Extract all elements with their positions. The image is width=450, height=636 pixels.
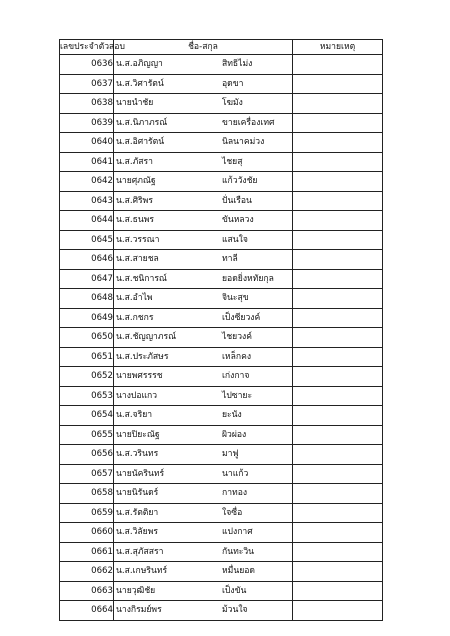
last-name: ไปซายะ: [222, 390, 253, 401]
last-name: กันทะวิน: [222, 546, 255, 557]
first-name: น.ส.อิศารัตน์: [116, 137, 165, 147]
last-name: ขายเครื่องเทศ: [222, 117, 275, 128]
exam-number-cell: 0646: [60, 250, 114, 270]
table-row: [60, 581, 383, 601]
full-name-cell: [114, 445, 293, 465]
full-name-cell: [114, 601, 293, 621]
first-name: น.ส.กชกร: [116, 312, 154, 323]
last-name: กาทอง: [222, 488, 248, 498]
exam-number-cell: 0654: [60, 406, 114, 426]
table-row: [60, 562, 383, 582]
first-name: นายนิรันดร์: [116, 488, 159, 498]
remarks-cell: [293, 172, 383, 192]
last-name: ผิวผ่อง: [222, 429, 247, 440]
exam-number-cell: 0653: [60, 386, 114, 406]
last-name: จินะสุข: [222, 293, 249, 303]
table-row: [60, 367, 383, 387]
last-name: หมื่นยอด: [222, 566, 255, 576]
exam-number-cell: 0647: [60, 269, 114, 289]
first-name: นายนัครินทร์: [116, 468, 165, 479]
first-name: น.ส.นิภาภรณ์: [116, 117, 168, 128]
first-name: น.ส.ภัสรา: [116, 156, 153, 167]
full-name-cell: [114, 542, 293, 562]
remarks-cell: [293, 94, 383, 114]
full-name-cell: [114, 347, 293, 367]
remarks-cell: [293, 406, 383, 426]
first-name: นายศุภณัฐ: [116, 176, 156, 186]
last-name: แสนใจ: [222, 234, 248, 245]
first-name: น.ส.สายชล: [116, 254, 159, 264]
remarks-cell: [293, 581, 383, 601]
first-name: นางกิรมย์พร: [116, 605, 162, 615]
first-name: น.ส.ธนพร: [116, 215, 154, 225]
first-name: น.ส.ศิริพร: [116, 195, 153, 206]
last-name: ยอดยิ่งหทัยกุล: [222, 273, 274, 284]
table-row: [60, 308, 383, 328]
full-name-cell: [114, 250, 293, 270]
first-name: นายปิยะณัฐ: [116, 429, 160, 440]
table-row: [60, 152, 383, 172]
table-row: [60, 406, 383, 426]
exam-number-cell: 0655: [60, 425, 114, 445]
last-name: เป็งซียวงค์: [222, 312, 261, 323]
first-name: น.ส.วรรณา: [116, 234, 160, 245]
full-name-cell: [114, 523, 293, 543]
remarks-cell: [293, 289, 383, 309]
full-name-cell: [114, 172, 293, 192]
table-row: [60, 464, 383, 484]
remarks-cell: [293, 152, 383, 172]
first-name: น.ส.อำไพ: [116, 293, 153, 303]
exam-number-cell: 0641: [60, 152, 114, 172]
last-name: ยะนัง: [222, 410, 242, 420]
remarks-cell: [293, 250, 383, 270]
exam-number-cell: 0642: [60, 172, 114, 192]
first-name: น.ส.ประภัสษร: [116, 351, 169, 362]
last-name: ใจซื่อ: [222, 507, 243, 518]
first-name: นายพศรรรช: [116, 371, 163, 381]
remarks-cell: [293, 113, 383, 133]
exam-number-cell: 0644: [60, 211, 114, 231]
exam-candidate-table: [59, 39, 383, 621]
remarks-cell: [293, 503, 383, 523]
full-name-cell: [114, 367, 293, 387]
last-name: อุดขา: [222, 78, 244, 89]
exam-number-cell: 0664: [60, 601, 114, 621]
header-full-name: ชื่อ-สกุล: [114, 40, 293, 55]
exam-number-cell: 0652: [60, 367, 114, 387]
table-row: [60, 113, 383, 133]
exam-number-cell: 0656: [60, 445, 114, 465]
first-name: น.ส.วรินทร: [116, 449, 159, 459]
remarks-cell: [293, 328, 383, 348]
last-name: โฆมัง: [222, 98, 243, 108]
last-name: เก่งกาจ: [222, 371, 250, 381]
full-name-cell: [114, 503, 293, 523]
first-name: น.ส.อภิญญา: [116, 59, 163, 69]
last-name: ขันหลวง: [222, 215, 254, 225]
full-name-cell: [114, 308, 293, 328]
full-name-cell: [114, 133, 293, 153]
last-name: ไชยสุ: [222, 156, 243, 167]
table-body: [60, 55, 383, 621]
first-name: นางปอแกว: [116, 390, 158, 401]
remarks-cell: [293, 269, 383, 289]
remarks-cell: [293, 601, 383, 621]
remarks-cell: [293, 191, 383, 211]
header-exam-number: เลขประจำตัวสอบ: [60, 40, 114, 55]
table-row: [60, 250, 383, 270]
full-name-cell: [114, 55, 293, 75]
remarks-cell: [293, 464, 383, 484]
full-name-cell: [114, 328, 293, 348]
table-row: [60, 601, 383, 621]
first-name: น.ส.ชัญญาภรณ์: [116, 332, 177, 342]
table-row: [60, 191, 383, 211]
full-name-cell: [114, 289, 293, 309]
full-name-cell: [114, 269, 293, 289]
last-name: ม้วนใจ: [222, 605, 248, 615]
last-name: นิลนาคม่วง: [222, 137, 265, 147]
full-name-cell: [114, 230, 293, 250]
first-name: น.ส.เกษรินทร์: [116, 566, 168, 576]
remarks-cell: [293, 386, 383, 406]
table-row: [60, 503, 383, 523]
full-name-cell: [114, 94, 293, 114]
first-name: น.ส.รัตติยา: [116, 507, 159, 518]
table-row: [60, 55, 383, 75]
full-name-cell: [114, 425, 293, 445]
first-name: น.ส.วิศารัตน์: [116, 78, 164, 89]
remarks-cell: [293, 484, 383, 504]
full-name-cell: [114, 581, 293, 601]
remarks-cell: [293, 523, 383, 543]
table-header-row: [60, 40, 383, 55]
remarks-cell: [293, 74, 383, 94]
remarks-cell: [293, 542, 383, 562]
last-name: เป็งขัน: [222, 585, 247, 596]
table-row: [60, 425, 383, 445]
exam-number-cell: 0651: [60, 347, 114, 367]
first-name: น.ส.ชนิการณ์: [116, 273, 167, 284]
full-name-cell: [114, 386, 293, 406]
exam-number-cell: 0636: [60, 55, 114, 75]
full-name-cell: [114, 406, 293, 426]
full-name-cell: [114, 464, 293, 484]
remarks-cell: [293, 230, 383, 250]
table-row: [60, 74, 383, 94]
exam-number-cell: 0648: [60, 289, 114, 309]
exam-number-cell: 0645: [60, 230, 114, 250]
header-remarks: หมายเหตุ: [293, 40, 383, 55]
table-row: [60, 328, 383, 348]
last-name: แก้ววังชัย: [222, 176, 258, 186]
table-row: [60, 269, 383, 289]
exam-number-cell: 0639: [60, 113, 114, 133]
full-name-cell: [114, 484, 293, 504]
table-row: [60, 523, 383, 543]
first-name: นายวุฒิชัย: [116, 585, 156, 596]
table-row: [60, 94, 383, 114]
full-name-cell: [114, 562, 293, 582]
table-row: [60, 484, 383, 504]
last-name: แปงกาศ: [222, 527, 253, 537]
remarks-cell: [293, 308, 383, 328]
exam-number-cell: 0643: [60, 191, 114, 211]
full-name-cell: [114, 191, 293, 211]
exam-number-cell: 0650: [60, 328, 114, 348]
last-name: สิทธิไม่ง: [222, 59, 253, 69]
first-name: น.ส.จริยา: [116, 410, 153, 420]
table-row: [60, 347, 383, 367]
full-name-cell: [114, 152, 293, 172]
full-name-cell: [114, 211, 293, 231]
remarks-cell: [293, 367, 383, 387]
first-name: น.ส.สุภัสสรา: [116, 546, 164, 557]
exam-number-cell: 0637: [60, 74, 114, 94]
table-row: [60, 289, 383, 309]
last-name: ไชยวงค์: [222, 332, 252, 342]
exam-number-cell: 0663: [60, 581, 114, 601]
exam-number-cell: 0660: [60, 523, 114, 543]
remarks-cell: [293, 347, 383, 367]
remarks-cell: [293, 445, 383, 465]
exam-number-cell: 0661: [60, 542, 114, 562]
last-name: มาฟู: [222, 449, 239, 459]
remarks-cell: [293, 55, 383, 75]
full-name-cell: [114, 113, 293, 133]
table-row: [60, 230, 383, 250]
table-row: [60, 172, 383, 192]
remarks-cell: [293, 133, 383, 153]
remarks-cell: [293, 211, 383, 231]
exam-number-cell: 0658: [60, 484, 114, 504]
last-name: ทาลี: [222, 254, 238, 264]
exam-number-cell: 0662: [60, 562, 114, 582]
table-row: [60, 445, 383, 465]
first-name: นายนำชัย: [116, 98, 154, 108]
first-name: น.ส.วิลัยพร: [116, 527, 158, 537]
table-row: [60, 133, 383, 153]
exam-number-cell: 0657: [60, 464, 114, 484]
exam-number-cell: 0640: [60, 133, 114, 153]
table-row: [60, 386, 383, 406]
table-row: [60, 211, 383, 231]
exam-number-cell: 0649: [60, 308, 114, 328]
exam-number-cell: 0659: [60, 503, 114, 523]
last-name: ปั่นเรือน: [222, 195, 252, 206]
full-name-cell: [114, 74, 293, 94]
last-name: นาแก้ว: [222, 468, 249, 479]
exam-number-cell: 0638: [60, 94, 114, 114]
remarks-cell: [293, 562, 383, 582]
last-name: เหล็กคง: [222, 351, 252, 362]
table-row: [60, 542, 383, 562]
remarks-cell: [293, 425, 383, 445]
